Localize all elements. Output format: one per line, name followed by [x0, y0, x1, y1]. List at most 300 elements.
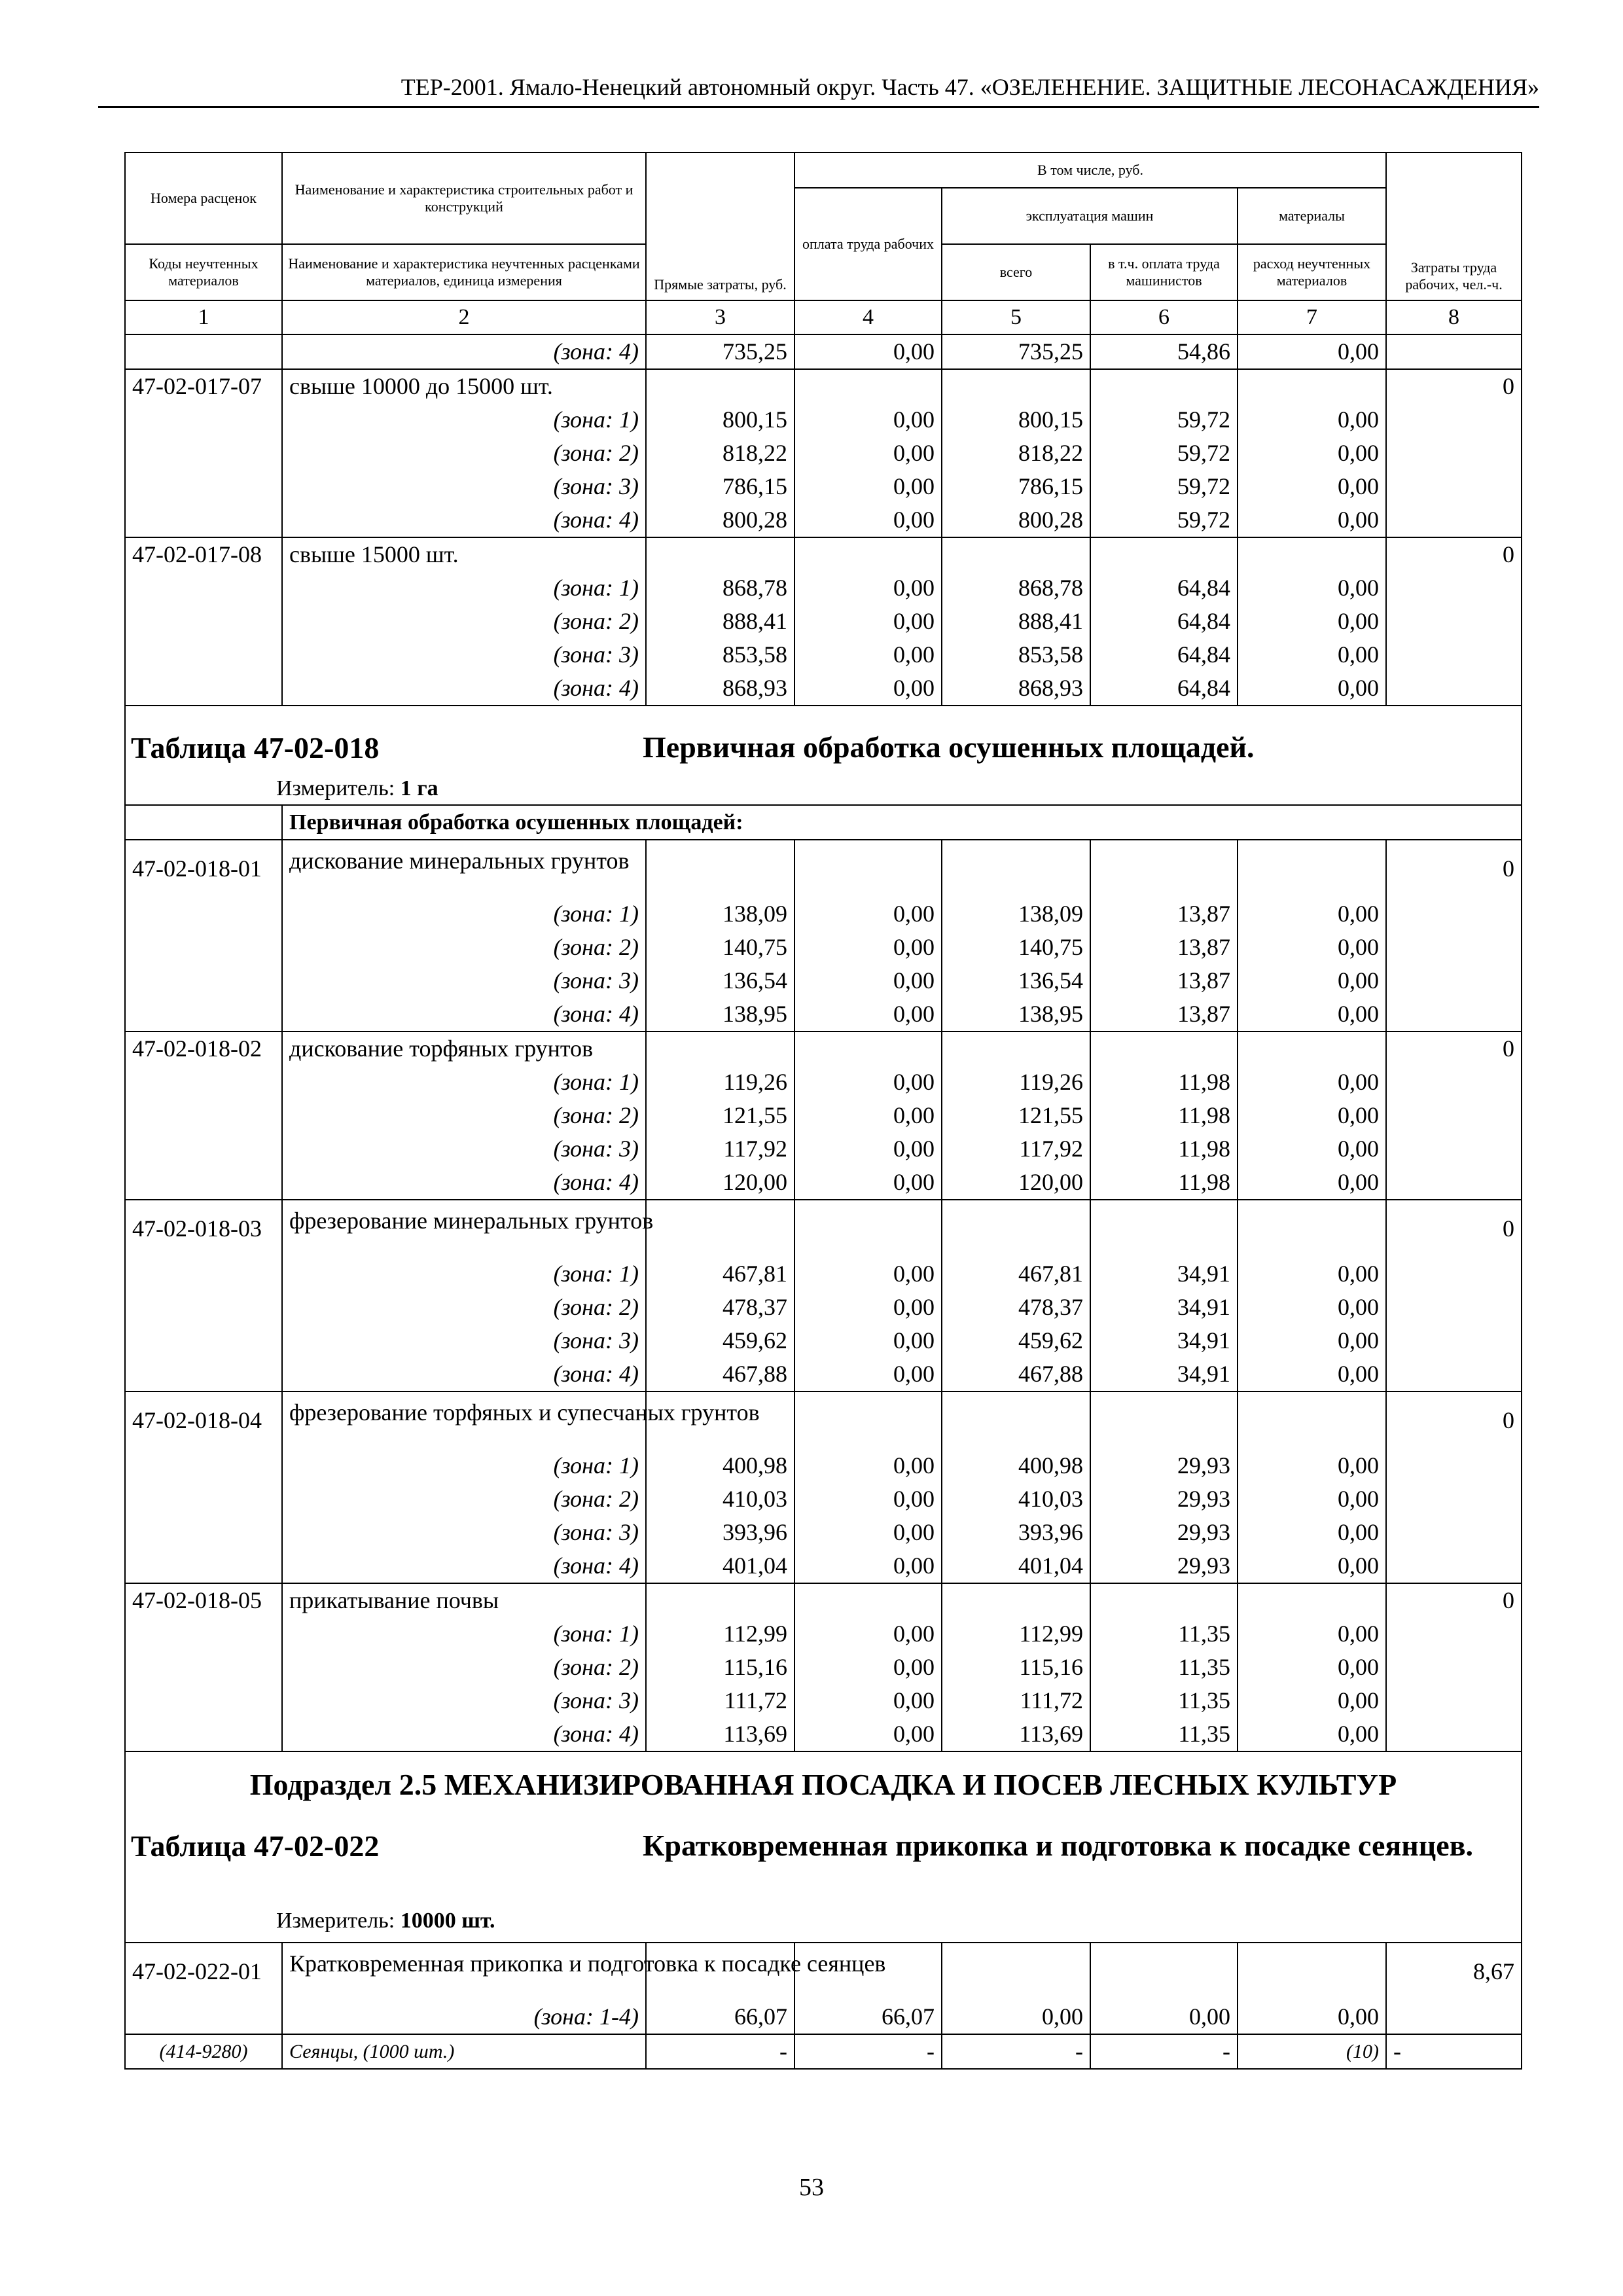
code-cell: [125, 1357, 282, 1391]
table-row: [125, 1324, 1522, 1357]
table-row: [125, 706, 1522, 805]
value-cell: 0,00: [942, 2000, 1090, 2034]
value-cell: 400,98: [646, 1449, 794, 1482]
code-cell: [125, 403, 282, 437]
value-cell: [1238, 1583, 1386, 1617]
code-cell: [125, 1717, 282, 1751]
value-cell: 0,00: [794, 1516, 942, 1549]
value-cell: 800,15: [942, 403, 1090, 437]
value-cell: [1238, 1031, 1386, 1066]
zone-label: (зона: 4): [282, 997, 646, 1031]
value-cell: 13,87: [1090, 997, 1238, 1031]
value-cell: 13,87: [1090, 897, 1238, 931]
zone-label: (зона: 2): [282, 437, 646, 470]
value-cell: 120,00: [942, 1166, 1090, 1200]
table-row: [125, 1617, 1522, 1651]
value-cell: 0,00: [794, 1357, 942, 1391]
value-cell: [646, 840, 794, 897]
hdr-code-sub: Коды неучтенных материалов: [125, 244, 282, 300]
value-cell: 54,86: [1090, 334, 1238, 369]
zone-label: (зона: 2): [282, 931, 646, 964]
code-cell: [125, 1099, 282, 1132]
value-cell: 0,00: [1238, 1291, 1386, 1324]
code-cell: [125, 571, 282, 605]
zone-label: (зона: 4): [282, 1549, 646, 1583]
labor-cost: 0: [1386, 840, 1522, 897]
value-cell: 0,00: [794, 334, 942, 369]
value-cell: [794, 1583, 942, 1617]
value-cell: [794, 1391, 942, 1449]
value-cell: [1090, 1200, 1238, 1257]
table-row: [125, 997, 1522, 1031]
value-cell: 410,03: [646, 1482, 794, 1516]
value-cell: 0,00: [1238, 1357, 1386, 1391]
rate-name: фрезерование торфяных и супесчаных грунтов: [282, 1391, 646, 1449]
value-cell: [646, 1031, 794, 1066]
value-cell: 113,69: [646, 1717, 794, 1751]
value-cell: [942, 1031, 1090, 1066]
value-cell: 13,87: [1090, 964, 1238, 997]
value-cell: 393,96: [646, 1516, 794, 1549]
table-row: [125, 537, 1522, 571]
value-cell: 0,00: [794, 1066, 942, 1099]
value-cell: [1238, 1391, 1386, 1449]
value-cell: 11,35: [1090, 1684, 1238, 1717]
value-cell: 0,00: [794, 403, 942, 437]
value-cell: 136,54: [646, 964, 794, 997]
value-cell: 0,00: [1238, 403, 1386, 437]
value-cell: 0,00: [1238, 437, 1386, 470]
table-row: [125, 1651, 1522, 1684]
labor-cell: [1386, 897, 1522, 931]
table-row: [125, 1257, 1522, 1291]
col-num: 7: [1238, 300, 1386, 334]
zone-label: (зона: 4): [282, 1717, 646, 1751]
zone-label: (зона: 1): [282, 1257, 646, 1291]
labor-cell: [1386, 1257, 1522, 1291]
measure-value: 10000 шт.: [400, 1909, 495, 1933]
code-cell: [125, 1324, 282, 1357]
col-num: 4: [794, 300, 942, 334]
table-row: [125, 605, 1522, 638]
value-cell: 478,37: [942, 1291, 1090, 1324]
labor-cell: [1386, 1617, 1522, 1651]
labor-cell: [1386, 997, 1522, 1031]
code-cell: [125, 1684, 282, 1717]
col-num: 2: [282, 300, 646, 334]
code-cell: [125, 1257, 282, 1291]
code-cell: [125, 1166, 282, 1200]
code-cell: [125, 2000, 282, 2034]
zone-label: (зона: 4): [282, 1166, 646, 1200]
value-cell: 0,00: [794, 1617, 942, 1651]
value-cell: 401,04: [942, 1549, 1090, 1583]
hdr-code: Номера расценок: [125, 152, 282, 244]
table-code: Таблица 47-02-018: [131, 731, 380, 764]
value-cell: 0,00: [1238, 2000, 1386, 2034]
measure: [276, 1904, 495, 1937]
value-cell: 0,00: [1238, 997, 1386, 1031]
value-cell: 888,41: [942, 605, 1090, 638]
value-cell: 868,93: [646, 672, 794, 706]
page-number: 53: [799, 2174, 824, 2201]
labor-cost: 0: [1386, 1200, 1522, 1257]
value-cell: 0,00: [1238, 1684, 1386, 1717]
value-cell: 0,00: [1238, 1516, 1386, 1549]
value-cell: 13,87: [1090, 931, 1238, 964]
value-cell: [1090, 1943, 1238, 2000]
value-cell: 115,16: [646, 1651, 794, 1684]
zone-label: (зона: 3): [282, 1684, 646, 1717]
value-cell: 121,55: [646, 1099, 794, 1132]
value-cell: 459,62: [646, 1324, 794, 1357]
col-num: 1: [125, 300, 282, 334]
rate-name: свыше 10000 до 15000 шт.: [282, 369, 646, 403]
value-cell: 0,00: [1238, 1257, 1386, 1291]
value-cell: [646, 537, 794, 571]
value-cell: 0,00: [794, 1684, 942, 1717]
labor-cell: [1386, 1099, 1522, 1132]
value-cell: [1090, 840, 1238, 897]
table-row: [125, 1357, 1522, 1391]
labor-cell: [1386, 403, 1522, 437]
material-code: (414-9280): [125, 2034, 282, 2069]
table-row: [125, 1684, 1522, 1717]
table-row: [125, 805, 1522, 840]
value-cell: 119,26: [646, 1066, 794, 1099]
value-cell: 735,25: [942, 334, 1090, 369]
zone-label: (зона: 1): [282, 1617, 646, 1651]
zone-label: (зона: 2): [282, 605, 646, 638]
code-cell: [125, 997, 282, 1031]
code-cell: [125, 672, 282, 706]
rate-code: 47-02-018-01: [125, 840, 282, 897]
value-cell: 467,81: [646, 1257, 794, 1291]
value-cell: [1238, 1200, 1386, 1257]
value-cell: [942, 1943, 1090, 2000]
value-cell: [1238, 840, 1386, 897]
rate-name: Кратковременная прикопка и подготовка к посадке сеянцев: [282, 1943, 646, 2000]
value-cell: [794, 537, 942, 571]
table-row: [125, 437, 1522, 470]
value-cell: 0,00: [1238, 571, 1386, 605]
zone-label: (зона: 1): [282, 1449, 646, 1482]
value-cell: 11,35: [1090, 1617, 1238, 1651]
value-cell: [794, 1200, 942, 1257]
measure: [276, 772, 438, 805]
value-cell: 138,09: [646, 897, 794, 931]
code-cell: [125, 1651, 282, 1684]
value-cell: 0,00: [1238, 1717, 1386, 1751]
table-row: [125, 1549, 1522, 1583]
labor-cell: [1386, 964, 1522, 997]
value-cell: 0,00: [1238, 1651, 1386, 1684]
value-cell: 115,16: [942, 1651, 1090, 1684]
value-cell: 138,09: [942, 897, 1090, 931]
table-row: [125, 470, 1522, 503]
value-cell: -: [794, 2034, 942, 2069]
value-cell: 0,00: [1238, 1449, 1386, 1482]
code-cell: [125, 1066, 282, 1099]
value-cell: 888,41: [646, 605, 794, 638]
zone-label: (зона: 4): [282, 1357, 646, 1391]
value-cell: 111,72: [646, 1684, 794, 1717]
code-cell: [125, 470, 282, 503]
labor-cell: [1386, 1291, 1522, 1324]
hdr-name: Наименование и характеристика строительных работ и конструкций: [282, 152, 646, 244]
value-cell: 0,00: [1238, 1482, 1386, 1516]
value-cell: 0,00: [794, 1482, 942, 1516]
table-row: [125, 1099, 1522, 1132]
labor-cell: [1386, 470, 1522, 503]
labor-cost: 0: [1386, 537, 1522, 571]
table-row: [125, 897, 1522, 931]
value-cell: 0,00: [1238, 897, 1386, 931]
hdr-materials: материалы: [1238, 188, 1386, 244]
value-cell: 410,03: [942, 1482, 1090, 1516]
zone-label: (зона: 4): [282, 503, 646, 537]
code-cell: [125, 1617, 282, 1651]
hdr-direct: Прямые затраты, руб.: [646, 152, 794, 300]
page-header: ТЕР-2001. Ямало-Ненецкий автономный округ. Часть 47. «ОЗЕЛЕНЕНИЕ. ЗАЩИТНЫЕ ЛЕСОНАСАЖДЕНИЯ»: [98, 73, 1539, 108]
value-cell: 0,00: [1238, 931, 1386, 964]
value-cell: 459,62: [942, 1324, 1090, 1357]
labor-cell: [1386, 437, 1522, 470]
value-cell: 0,00: [1238, 1549, 1386, 1583]
hdr-machines-labor: в т.ч. оплата труда машинистов: [1090, 244, 1238, 300]
value-cell: 66,07: [794, 2000, 942, 2034]
value-cell: 0,00: [794, 931, 942, 964]
value-cell: 0,00: [1238, 503, 1386, 537]
value-cell: 0,00: [794, 897, 942, 931]
material-name: Сеянцы, (1000 шт.): [282, 2034, 646, 2069]
labor-cell: [1386, 1132, 1522, 1166]
value-cell: 0,00: [794, 1449, 942, 1482]
labor-cell: [1386, 1651, 1522, 1684]
value-cell: 467,88: [646, 1357, 794, 1391]
rate-code: 47-02-018-02: [125, 1031, 282, 1066]
value-cell: 0,00: [794, 1651, 942, 1684]
value-cell: 0,00: [794, 1099, 942, 1132]
value-cell: 64,84: [1090, 638, 1238, 672]
value-cell: 0,00: [794, 1549, 942, 1583]
value-cell: 59,72: [1090, 470, 1238, 503]
zone-label: (зона: 3): [282, 470, 646, 503]
value-cell: 853,58: [646, 638, 794, 672]
value-cell: 393,96: [942, 1516, 1090, 1549]
value-cell: [1238, 369, 1386, 403]
value-cell: 0,00: [794, 470, 942, 503]
value-cell: 34,91: [1090, 1257, 1238, 1291]
table-row: [125, 638, 1522, 672]
value-cell: 112,99: [646, 1617, 794, 1651]
value-cell: 136,54: [942, 964, 1090, 997]
zone-label: (зона: 1): [282, 1066, 646, 1099]
rates-table: [124, 152, 1522, 2070]
value-cell: 34,91: [1090, 1357, 1238, 1391]
zone-label: (зона: 3): [282, 638, 646, 672]
value-cell: 853,58: [942, 638, 1090, 672]
value-cell: 117,92: [942, 1132, 1090, 1166]
table-row: [125, 503, 1522, 537]
table-row: [125, 2000, 1522, 2034]
table-row: [125, 1717, 1522, 1751]
value-cell: [942, 537, 1090, 571]
value-cell: 0,00: [1238, 1099, 1386, 1132]
table-row: [125, 1943, 1522, 2000]
labor-cell: [1386, 1717, 1522, 1751]
labor-cell: [1386, 1516, 1522, 1549]
labor-cell: [1386, 638, 1522, 672]
value-cell: 0,00: [794, 437, 942, 470]
value-cell: 11,98: [1090, 1099, 1238, 1132]
value-cell: 29,93: [1090, 1516, 1238, 1549]
value-cell: 0,00: [1238, 672, 1386, 706]
value-cell: 467,81: [942, 1257, 1090, 1291]
value-cell: 140,75: [646, 931, 794, 964]
value-cell: 0,00: [794, 1257, 942, 1291]
code-cell: [125, 334, 282, 369]
hdr-materials-sub: расход неучтенных материалов: [1238, 244, 1386, 300]
value-cell: 111,72: [942, 1684, 1090, 1717]
zone-label: (зона: 2): [282, 1651, 646, 1684]
rate-code: 47-02-022-01: [125, 1943, 282, 2000]
value-cell: 401,04: [646, 1549, 794, 1583]
table-row: [125, 369, 1522, 403]
hdr-machines: эксплуатация машин: [942, 188, 1238, 244]
hdr-name-sub: Наименование и характеристика неучтенных расценками материалов, единица измерения: [282, 244, 646, 300]
measure-value: 1 га: [400, 776, 438, 800]
labor-cell: [1386, 1066, 1522, 1099]
labor-cell: [1386, 605, 1522, 638]
table-row: [125, 1583, 1522, 1617]
value-cell: 121,55: [942, 1099, 1090, 1132]
labor-cell: [1386, 1166, 1522, 1200]
table-row: [125, 1132, 1522, 1166]
labor-cell: [1386, 1549, 1522, 1583]
value-cell: 0,00: [794, 605, 942, 638]
table-row: [125, 1200, 1522, 1257]
labor-cost: 0: [1386, 1391, 1522, 1449]
value-cell: 64,84: [1090, 672, 1238, 706]
value-cell: 117,92: [646, 1132, 794, 1166]
value-cell: 11,35: [1090, 1651, 1238, 1684]
value-cell: 0,00: [794, 503, 942, 537]
table-row: [125, 571, 1522, 605]
table-row: [125, 1166, 1522, 1200]
labor-cell: [1386, 1357, 1522, 1391]
value-cell: 34,91: [1090, 1324, 1238, 1357]
value-cell: 34,91: [1090, 1291, 1238, 1324]
measure-label: Измеритель:: [276, 1909, 395, 1933]
section-title-block: [125, 1751, 1522, 1943]
rate-code: 47-02-018-05: [125, 1583, 282, 1617]
code-cell: [125, 605, 282, 638]
table-row: [125, 1291, 1522, 1324]
labor-cell: [1386, 571, 1522, 605]
value-cell: 0,00: [1238, 638, 1386, 672]
value-cell: 0,00: [794, 1324, 942, 1357]
rate-name: свыше 15000 шт.: [282, 537, 646, 571]
value-cell: 818,22: [942, 437, 1090, 470]
value-cell: [1090, 369, 1238, 403]
col-num: 6: [1090, 300, 1238, 334]
table-name: Кратковременная прикопка и подготовка к посадке сеянцев.: [643, 1829, 1474, 1862]
table-row: [125, 672, 1522, 706]
rate-code: 47-02-017-08: [125, 537, 282, 571]
rate-name: дискование минеральных грунтов: [282, 840, 646, 897]
table-row: [125, 964, 1522, 997]
value-cell: 0,00: [794, 1291, 942, 1324]
code-cell: [125, 1482, 282, 1516]
zone-label: (зона: 1): [282, 571, 646, 605]
value-cell: 800,28: [646, 503, 794, 537]
labor-cost: 0: [1386, 369, 1522, 403]
table-row: [125, 1066, 1522, 1099]
labor-cell: [1386, 1324, 1522, 1357]
code-cell: [125, 897, 282, 931]
table-row: [125, 334, 1522, 369]
value-cell: [1090, 1583, 1238, 1617]
value-cell: 0,00: [1238, 1066, 1386, 1099]
value-cell: 868,93: [942, 672, 1090, 706]
zone-label: (зона: 4): [282, 672, 646, 706]
value-cell: 0,00: [1238, 1166, 1386, 1200]
code-cell: [125, 1291, 282, 1324]
hdr-labor: оплата труда рабочих: [794, 188, 942, 300]
value-cell: 11,98: [1090, 1132, 1238, 1166]
value-cell: 868,78: [942, 571, 1090, 605]
col-num: 3: [646, 300, 794, 334]
value-cell: [794, 840, 942, 897]
table-row: [125, 931, 1522, 964]
labor-cell: [1386, 2000, 1522, 2034]
labor-cell: [1386, 1449, 1522, 1482]
value-cell: 0,00: [794, 672, 942, 706]
labor-cell: -: [1386, 2034, 1522, 2069]
table-row: [125, 1516, 1522, 1549]
value-cell: 64,84: [1090, 605, 1238, 638]
value-cell: [646, 1200, 794, 1257]
code-cell: [125, 1449, 282, 1482]
value-cell: 0,00: [1238, 1324, 1386, 1357]
subsection-title: Подраздел 2.5 МЕХАНИЗИРОВАННАЯ ПОСАДКА И ПОСЕВ ЛЕСНЫХ КУЛЬТУР: [249, 1768, 1397, 1801]
value-cell: 119,26: [942, 1066, 1090, 1099]
rate-code: 47-02-018-03: [125, 1200, 282, 1257]
rate-name: дискование торфяных грунтов: [282, 1031, 646, 1066]
value-cell: 800,15: [646, 403, 794, 437]
value-cell: 0,00: [1238, 1132, 1386, 1166]
labor-cell: [1386, 334, 1522, 369]
rate-code: 47-02-018-04: [125, 1391, 282, 1449]
table-name: Первичная обработка осушенных площадей.: [643, 730, 1255, 764]
value-cell: [1238, 1943, 1386, 2000]
table-row: [125, 2034, 1522, 2069]
value-cell: 59,72: [1090, 503, 1238, 537]
group-title: Первичная обработка осушенных площадей:: [282, 805, 1522, 840]
value-cell: 400,98: [942, 1449, 1090, 1482]
value-cell: 64,84: [1090, 571, 1238, 605]
table-code: Таблица 47-02-022: [131, 1829, 380, 1863]
measure-label: Измеритель:: [276, 776, 395, 800]
value-cell: [942, 1391, 1090, 1449]
value-cell: [794, 1031, 942, 1066]
value-cell: [646, 369, 794, 403]
table-row: [125, 840, 1522, 897]
value-cell: 0,00: [1238, 605, 1386, 638]
value-cell: 11,35: [1090, 1717, 1238, 1751]
code-cell: [125, 964, 282, 997]
